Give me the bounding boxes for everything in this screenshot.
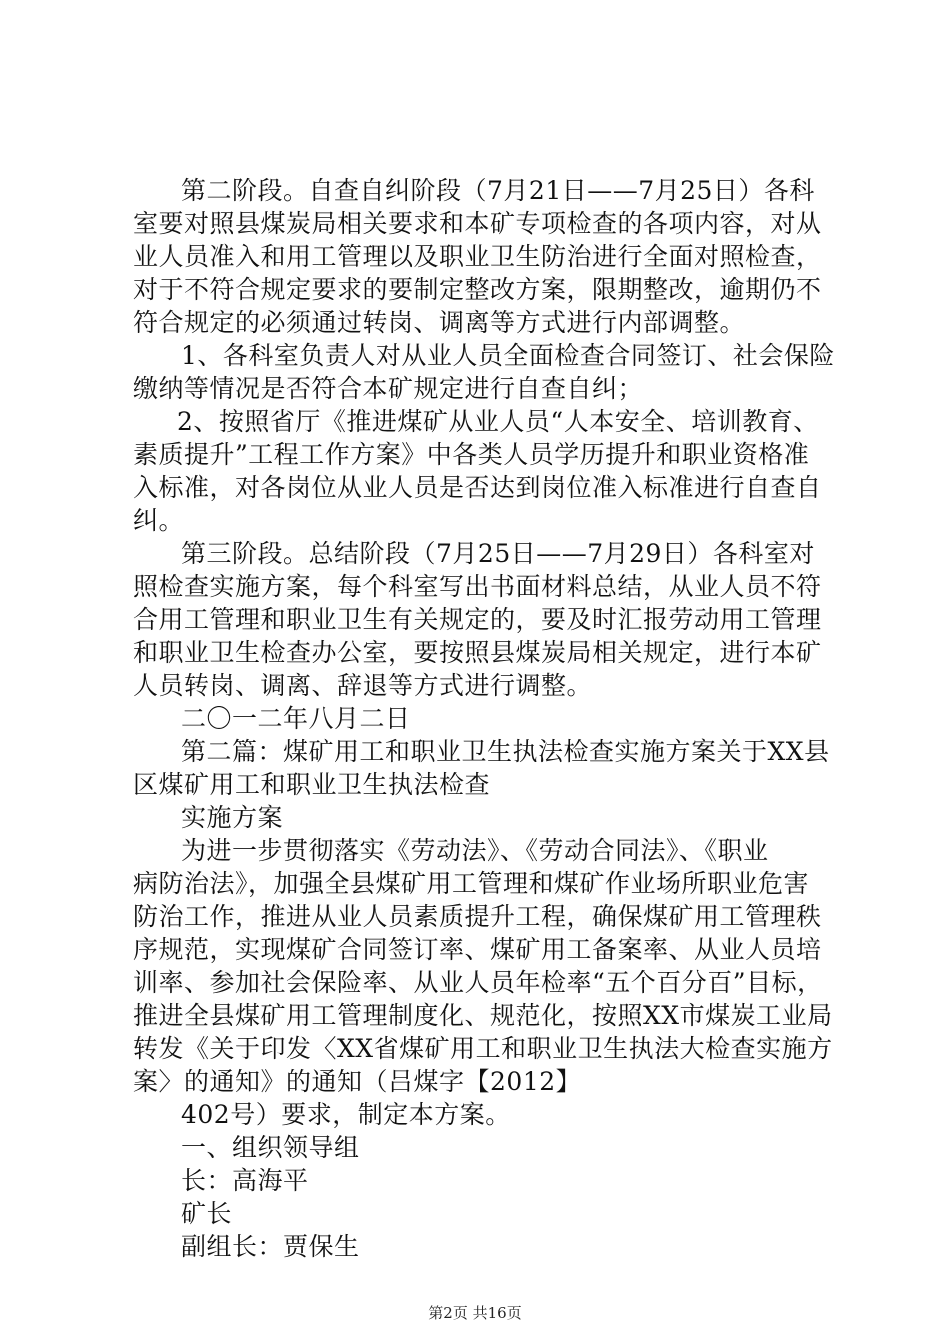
text-line: 对于不符合规定要求的要制定整改方案，限期整改，逾期仍不 [133, 275, 822, 304]
text-line: 矿长 [181, 1199, 233, 1228]
page-number: 第2页 共16页 [428, 1304, 522, 1322]
text-line: 第二阶段。自查自纠阶段（7月21日——7月25日）各科 [181, 176, 815, 205]
text-line: 实施方案 [181, 803, 284, 832]
text-line: 符合规定的必须通过转岗、调离等方式进行内部调整。 [133, 308, 746, 337]
text-line: 转发《关于印发〈XX省煤矿用工和职业卫生执法大检查实施方 [133, 1034, 833, 1063]
text-line: 病防治法》，加强全县煤矿用工管理和煤矿作业场所职业危害 [133, 869, 810, 898]
text-line: 二〇一二年八月二日 [181, 704, 411, 733]
text-line: 纠。 [133, 506, 185, 535]
text-line: 推进全县煤矿用工管理制度化、规范化，按照XX市煤炭工业局 [133, 1001, 833, 1030]
text-line: 1、各科室负责人对从业人员全面检查合同签订、社会保险 [181, 341, 835, 370]
text-line: 人员转岗、调离、辞退等方式进行调整。 [133, 671, 593, 700]
text-line: 一、组织领导组 [181, 1133, 360, 1162]
text-line: 合用工管理和职业卫生有关规定的，要及时汇报劳动用工管理 [133, 605, 822, 634]
text-line: 训率、参加社会保险率、从业人员年检率“五个百分百”目标， [133, 968, 823, 997]
text-line: 长：高海平 [181, 1166, 309, 1195]
text-line: 序规范，实现煤矿合同签订率、煤矿用工备案率、从业人员培 [133, 935, 822, 964]
text-line: 2、按照省厅《推进煤矿从业人员“人本安全、培训教育、 [177, 407, 819, 436]
text-line: 区煤矿用工和职业卫生执法检查 [133, 770, 491, 799]
text-line: 素质提升”工程工作方案》中各类人员学历提升和职业资格准 [133, 440, 810, 469]
text-line: 室要对照县煤炭局相关要求和本矿专项检查的各项内容，对从 [133, 209, 822, 238]
text-line: 入标准，对各岗位从业人员是否达到岗位准入标准进行自查自 [133, 473, 822, 502]
text-line: 和职业卫生检查办公室，要按照县煤炭局相关规定，进行本矿 [133, 638, 822, 667]
text-line: 402号）要求，制定本方案。 [181, 1100, 511, 1129]
text-line: 为进一步贯彻落实《劳动法》、《劳动合同法》、《职业 [181, 836, 769, 865]
text-line: 业人员准入和用工管理以及职业卫生防治进行全面对照检查， [133, 242, 822, 271]
text-line: 缴纳等情况是否符合本矿规定进行自查自纠； [133, 374, 644, 403]
text-line: 照检查实施方案，每个科室写出书面材料总结，从业人员不符 [133, 572, 822, 601]
text-line: 案〉的通知》的通知（吕煤字【2012】 [133, 1067, 582, 1096]
text-line: 第二篇：煤矿用工和职业卫生执法检查实施方案关于XX县 [181, 737, 830, 766]
text-line: 副组长：贾保生 [181, 1232, 360, 1261]
text-line: 第三阶段。总结阶段（7月25日——7月29日）各科室对 [181, 539, 815, 568]
text-line: 防治工作，推进从业人员素质提升工程，确保煤矿用工管理秩 [133, 902, 822, 931]
